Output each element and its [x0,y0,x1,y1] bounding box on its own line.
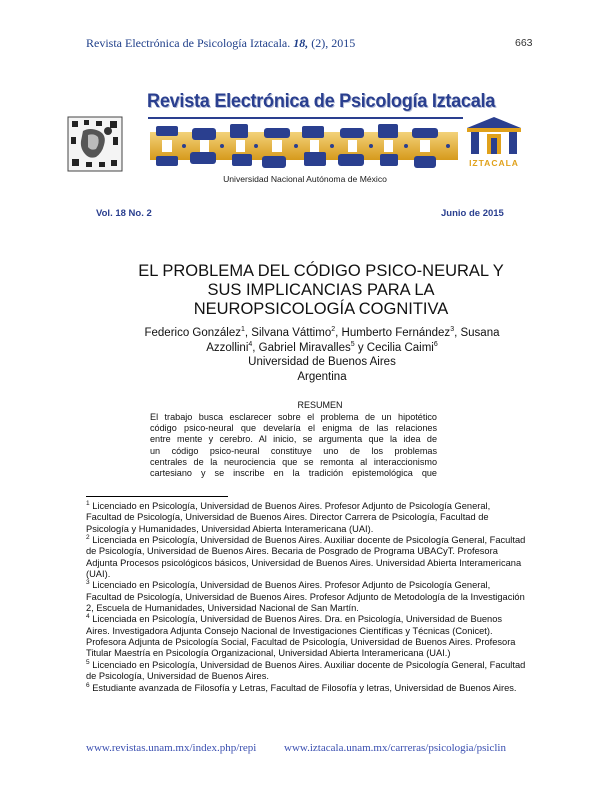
footnote-number: 5 [86,658,90,666]
footnote [86,501,526,535]
affiliation: Universidad de Buenos Aires [248,356,396,368]
footnotes [86,501,526,694]
footnote-number: 6 [86,681,90,689]
unam-seal-logo [66,115,124,173]
abstract-line: El trabajo busca esclarecer sobre el problema de un hipotético [150,412,437,422]
iztacala-logo-label: IZTACALA [469,158,519,168]
banner-rule [148,117,463,119]
title-line: SUS IMPLICANCIAS PARA LA [207,281,435,299]
title-line: EL PROBLEMA DEL CÓDIGO PSICO-NEURAL Y [138,262,504,280]
abstract-line: un código psico-neural constituye uno de los problemas [150,445,437,456]
footnote-ref: 3 [450,326,455,334]
footnote [86,535,526,580]
author-name: , Susana [454,327,500,339]
footnote [86,660,526,683]
title-line: NEUROPSICOLOGÍA COGNITIVA [193,300,449,318]
author-name: , Humberto Fernández [335,327,451,339]
abstract-line: entre mente y cerebro. Al inicio, se argumenta que la idea de [150,434,437,445]
iztacala-logo [463,114,525,156]
issue-volume: Vol. 18 No. 2 [96,208,152,219]
page-number: 663 [515,37,533,49]
footnote-text: Estudiante avanzada de Filosofía y Letras, Facultad de Filosofía y letras, Universidad de Buenos Aires. [92,682,517,693]
footnote-number: 4 [86,613,90,621]
footnote-ref: 2 [331,326,336,334]
abstract-heading: RESUMEN [297,400,343,410]
footnote-ref: 4 [248,340,253,348]
author-block [120,326,524,384]
running-head-volume: 18, [293,36,309,50]
author-line [120,341,524,356]
footnote-number: 2 [86,533,90,541]
footer-link-iztacala[interactable]: www.iztacala.unam.mx/carreras/psicologia/psiclin [284,742,506,754]
footnote-text: Licenciada en Psicología, Universidad de Buenos Aires. Auxiliar docente de Psicología General, Facultad de Psicología, Universidad de Buenos Aires. Becaria de Posgrado de Programa UBACyT. Profesora Adjunta Procesos psicológicos básicos, Universidad de Buenos Aires. Universidad Abierta Interamericana (UAI). [86,535,526,580]
author-name: Azzollini [206,341,249,354]
footnote-number: 3 [86,579,90,587]
author-name: , Silvana Váttimo [244,327,332,339]
footnote-text: Licenciado en Psicología, Universidad de Buenos Aires. Profesor Adjunto de Psicología General, Facultad de Psicología, Universidad de Buenos Aires. Profesor Adjunto de Metodología de la Investigación 2, Escuela de Humanidades, Universidad Nacional de San Martín. [86,580,525,614]
footnote-text: Licenciado en Psicología, Universidad de Buenos Aires. Auxiliar docente de Psicología General, Facultad de Psicología, Universidad de Buenos Aires. [86,659,526,682]
country: Argentina [297,370,347,383]
footnote-ref: 6 [433,340,438,348]
abstract-line: código psico-neural que develaría el enigma de las relaciones [150,423,437,434]
abstract-line: centrales de la neurociencia que se remonta al interaccionismo [150,456,437,467]
author-name: y Cecilia Caimi [354,341,434,354]
footer-link-revistas[interactable]: www.revistas.unam.mx/index.php/repi [86,742,257,754]
university-name: Universidad Nacional Autónoma de México [223,174,387,184]
abstract-line: cartesiano y se inscribe en la tradición epistemológica que [150,468,437,479]
footnote-ref: 5 [350,340,355,348]
author-name: , Gabriel Miravalles [252,341,351,354]
footnote-number: 1 [86,499,90,507]
footnote [86,580,526,614]
journal-banner-title: Revista Electrónica de Psicología Iztacala [147,90,496,112]
running-head-issue: (2), 2015 [308,36,356,50]
author-line [120,326,524,341]
footnote [86,614,526,659]
abstract-body [150,412,437,479]
footnote [86,683,526,694]
running-head-journal: Revista Electrónica de Psicología Iztacala. [86,36,294,50]
running-head [86,36,355,51]
issue-date: Junio de 2015 [441,208,504,219]
article-title [108,262,534,319]
footnote-separator [86,496,228,497]
footnote-text: Licenciado en Psicología, Universidad de Buenos Aires. Profesor Adjunto de Psicología General, Facultad de Psicología, Universidad de Buenos Aires. Director Carrera de Psicología, Facultad de Psicología y Humanidades, Universidad Abierta Interamericana (UAI). [86,501,491,534]
footnote-text: Licenciada en Psicología, Universidad de Buenos Aires. Dra. en Psicología, Universidad de Buenos Aires. Investigadora Adjunta Consejo Nacional de Investigaciones Científicas y Técnicas (Conicet). Profesora Adjunta de Psicología Social, Facultad de Psicología, Universidad de Buenos Aires. Profesora Titular Maestría en Psicología Organizacional, Universidad Abierta Interamericana (UAI.) [86,614,516,659]
author-name: Federico González [144,327,242,339]
footnote-ref: 1 [241,326,245,334]
journal-decorative-banner [150,122,458,170]
